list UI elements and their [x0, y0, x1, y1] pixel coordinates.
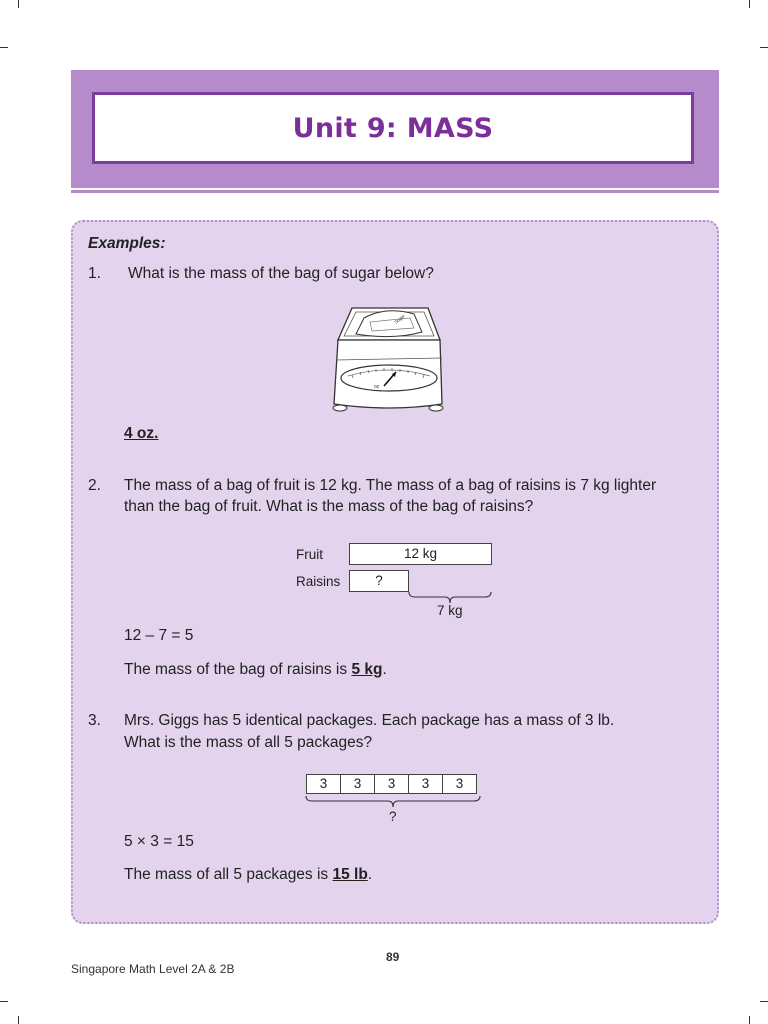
bar-label-raisins: Raisins: [296, 574, 341, 589]
ex3-answer-value: 15 lb: [332, 866, 368, 883]
dial-window: [341, 365, 437, 391]
package-bar: [306, 774, 477, 794]
ex3-answer-prefix: The mass of all 5 packages is: [124, 866, 333, 883]
package-unit: 3: [340, 774, 375, 794]
crop-mark: [18, 1016, 19, 1024]
crop-mark: [749, 1016, 750, 1024]
raisins-bar: ?: [349, 570, 409, 592]
title-box: [92, 92, 694, 164]
package-unit: 3: [442, 774, 477, 794]
page-title: Unit 9: MASS: [292, 112, 494, 144]
ex2-question-line2: than the bag of fruit. What is the mass of the bag of raisins?: [124, 498, 534, 515]
ex2-answer-suffix: .: [382, 661, 387, 678]
ex3-question-line1: Mrs. Giggs has 5 identical packages. Each package has a mass of 3 lb.: [124, 712, 615, 729]
footer-text: Singapore Math Level 2A & 2B: [71, 962, 235, 976]
ex1-number: 1.: [88, 265, 101, 282]
ex3-answer-sentence: [124, 865, 372, 885]
fruit-bar: 12 kg: [349, 543, 492, 565]
header-rule: [71, 190, 719, 193]
ex3-question-line2: What is the mass of all 5 packages?: [124, 734, 373, 751]
crop-mark: [0, 1001, 8, 1002]
ex2-question-line1: The mass of a bag of fruit is 12 kg. The mass of a bag of raisins is 7 kg lighter: [124, 477, 657, 494]
examples-heading: Examples:: [88, 235, 166, 252]
ex3-number: 3.: [88, 712, 101, 729]
crop-mark: [749, 0, 750, 8]
crop-mark: [760, 47, 768, 48]
ex2-answer-prefix: The mass of the bag of raisins is: [124, 661, 352, 678]
package-unit: 3: [374, 774, 409, 794]
ex1-answer: 4 oz.: [124, 425, 159, 442]
ex3-equation: 5 × 3 = 15: [124, 833, 194, 850]
difference-label: 7 kg: [437, 603, 463, 618]
sugar-bag-label: Sugar: [393, 313, 406, 325]
package-unit: 3: [408, 774, 443, 794]
ex2-answer-sentence: [124, 660, 387, 680]
crop-mark: [0, 47, 8, 48]
ex2-number: 2.: [88, 477, 101, 494]
crop-mark: [18, 0, 19, 8]
ex2-equation: 12 – 7 = 5: [124, 627, 194, 644]
bar-label-fruit: Fruit: [296, 547, 323, 562]
ex3-answer-suffix: .: [367, 866, 373, 883]
total-label: ?: [389, 809, 397, 824]
crop-mark: [760, 1001, 768, 1002]
ex2-answer-value: 5 kg: [351, 661, 383, 678]
page-number: 89: [386, 950, 400, 964]
ex1-question: What is the mass of the bag of sugar below?: [128, 265, 434, 282]
dial-unit-label: oz: [374, 384, 380, 390]
package-unit: 3: [306, 774, 341, 794]
kitchen-scale-illustration: [326, 300, 446, 418]
